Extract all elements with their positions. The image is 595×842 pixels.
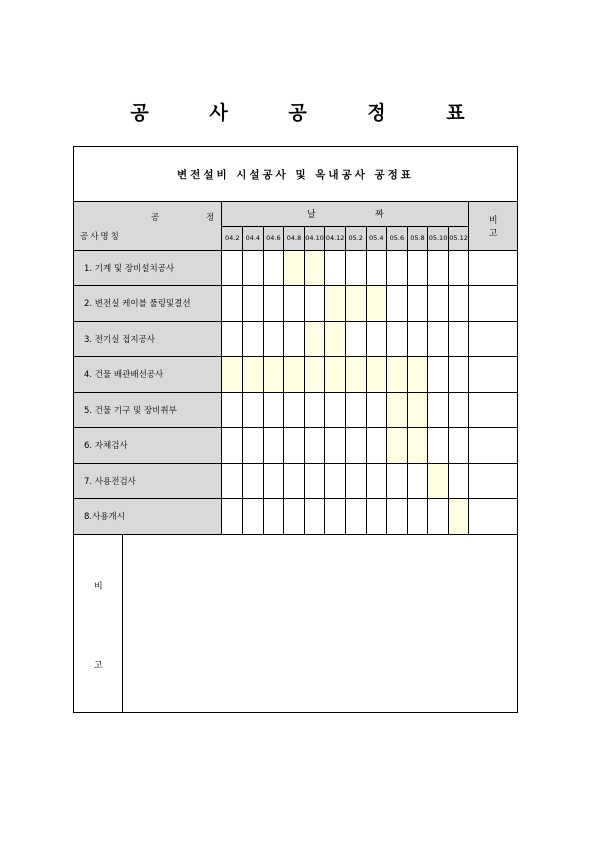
schedule-cell-active bbox=[345, 357, 366, 393]
task-remarks-cell bbox=[469, 357, 517, 393]
schedule-subtitle: 변전설비 시설공사 및 옥내공사 공정표 bbox=[74, 147, 517, 202]
task-remarks-cell bbox=[469, 392, 517, 428]
schedule-cell bbox=[387, 321, 408, 357]
schedule-cell bbox=[448, 463, 469, 499]
schedule-cell bbox=[366, 392, 387, 428]
schedule-cell bbox=[448, 392, 469, 428]
schedule-cell bbox=[366, 499, 387, 535]
schedule-cell-active bbox=[345, 286, 366, 322]
schedule-cell bbox=[407, 321, 428, 357]
schedule-cell bbox=[428, 286, 449, 322]
schedule-cell bbox=[284, 499, 305, 535]
schedule-cell-active bbox=[222, 357, 243, 393]
schedule-cell-active bbox=[263, 357, 284, 393]
month-header-cell: 05.12 bbox=[448, 226, 469, 250]
task-remarks-cell bbox=[469, 499, 517, 535]
schedule-cell-active bbox=[284, 357, 305, 393]
schedule-cell bbox=[263, 250, 284, 286]
month-header-cell: 05.4 bbox=[366, 226, 387, 250]
schedule-cell bbox=[448, 286, 469, 322]
schedule-cell bbox=[243, 499, 264, 535]
diagonal-line bbox=[74, 202, 222, 250]
month-header-cell: 05.10 bbox=[428, 226, 449, 250]
schedule-cell-active bbox=[407, 428, 428, 464]
schedule-cell bbox=[284, 428, 305, 464]
schedule-cell bbox=[325, 428, 346, 464]
header-row-top bbox=[74, 202, 517, 226]
task-remarks-cell bbox=[469, 321, 517, 357]
task-row bbox=[74, 463, 517, 499]
task-row bbox=[74, 286, 517, 322]
schedule-cell bbox=[263, 321, 284, 357]
schedule-cell bbox=[345, 499, 366, 535]
schedule-cell bbox=[222, 286, 243, 322]
schedule-cell bbox=[387, 286, 408, 322]
remarks-label-2: 고 bbox=[94, 661, 103, 671]
task-row bbox=[74, 250, 517, 286]
task-name-cell: 5. 건물 기구 및 장비취부 bbox=[74, 392, 222, 428]
schedule-cell bbox=[366, 463, 387, 499]
schedule-cell-active bbox=[428, 463, 449, 499]
date-label-2: 짜 bbox=[375, 210, 384, 221]
task-name-cell: 1. 기계 및 장비설치공사 bbox=[74, 250, 222, 286]
task-row bbox=[74, 392, 517, 428]
schedule-cell bbox=[407, 250, 428, 286]
task-remarks-cell bbox=[469, 428, 517, 464]
schedule-cell bbox=[407, 463, 428, 499]
schedule-cell bbox=[345, 392, 366, 428]
schedule-cell bbox=[448, 321, 469, 357]
task-row bbox=[74, 499, 517, 535]
schedule-cell bbox=[304, 286, 325, 322]
month-header-cell: 05.6 bbox=[387, 226, 408, 250]
schedule-cell bbox=[325, 499, 346, 535]
task-row bbox=[74, 357, 517, 393]
task-name-cell: 4. 건물 배관배선공사 bbox=[74, 357, 222, 393]
schedule-table bbox=[74, 202, 517, 535]
schedule-cell bbox=[428, 250, 449, 286]
schedule-cell bbox=[243, 321, 264, 357]
month-header-cell: 04.6 bbox=[263, 226, 284, 250]
schedule-cell bbox=[284, 392, 305, 428]
schedule-cell bbox=[428, 321, 449, 357]
schedule-cell bbox=[407, 499, 428, 535]
schedule-cell-active bbox=[448, 499, 469, 535]
task-remarks-cell bbox=[469, 286, 517, 322]
month-header-cell: 04.2 bbox=[222, 226, 243, 250]
schedule-cell bbox=[387, 250, 408, 286]
schedule-cell bbox=[366, 428, 387, 464]
schedule-cell-active bbox=[325, 357, 346, 393]
schedule-cell-active bbox=[387, 428, 408, 464]
schedule-cell bbox=[345, 250, 366, 286]
schedule-cell bbox=[263, 428, 284, 464]
schedule-cell-active bbox=[284, 250, 305, 286]
schedule-cell bbox=[222, 499, 243, 535]
process-label-1: 공 bbox=[151, 213, 161, 223]
schedule-cell-active bbox=[304, 321, 325, 357]
schedule-cell-active bbox=[387, 392, 408, 428]
schedule-cell bbox=[304, 463, 325, 499]
schedule-cell bbox=[263, 392, 284, 428]
task-row bbox=[74, 321, 517, 357]
schedule-cell bbox=[407, 286, 428, 322]
schedule-cell-active bbox=[387, 357, 408, 393]
schedule-cell bbox=[263, 286, 284, 322]
task-row bbox=[74, 428, 517, 464]
month-header-cell: 04.4 bbox=[243, 226, 264, 250]
schedule-cell bbox=[222, 428, 243, 464]
document-title: 공 사 공 정 표 bbox=[130, 102, 492, 124]
schedule-cell bbox=[345, 321, 366, 357]
schedule-cell bbox=[428, 428, 449, 464]
schedule-cell bbox=[284, 286, 305, 322]
schedule-cell bbox=[284, 321, 305, 357]
schedule-cell bbox=[243, 286, 264, 322]
remarks-label-cell bbox=[74, 534, 123, 712]
task-name-cell: 3. 전기실 접지공사 bbox=[74, 321, 222, 357]
schedule-cell bbox=[366, 321, 387, 357]
header-remarks-cell: 비고 bbox=[469, 202, 517, 250]
schedule-cell bbox=[304, 499, 325, 535]
schedule-cell-active bbox=[366, 357, 387, 393]
schedule-cell bbox=[263, 463, 284, 499]
schedule-cell bbox=[284, 463, 305, 499]
schedule-cell bbox=[345, 428, 366, 464]
task-name-cell: 7. 사용전검사 bbox=[74, 463, 222, 499]
process-label-2: 정 bbox=[206, 213, 215, 223]
schedule-cell bbox=[428, 357, 449, 393]
schedule-cell bbox=[325, 250, 346, 286]
schedule-cell bbox=[222, 463, 243, 499]
task-remarks-cell bbox=[469, 463, 517, 499]
schedule-cell bbox=[448, 428, 469, 464]
date-label-1: 날 bbox=[307, 210, 316, 221]
schedule-cell bbox=[222, 250, 243, 286]
schedule-cell bbox=[243, 428, 264, 464]
month-header-cell: 04.8 bbox=[284, 226, 305, 250]
header-date-cell bbox=[222, 202, 469, 226]
month-header-cell: 04.10 bbox=[304, 226, 325, 250]
schedule-cell bbox=[428, 499, 449, 535]
schedule-cell bbox=[243, 463, 264, 499]
schedule-cell bbox=[325, 463, 346, 499]
month-header-cell: 05.8 bbox=[407, 226, 428, 250]
remarks-label-1: 비 bbox=[94, 582, 103, 592]
schedule-cell bbox=[428, 392, 449, 428]
schedule-cell-active bbox=[243, 357, 264, 393]
schedule-cell bbox=[448, 250, 469, 286]
schedule-cell-active bbox=[407, 392, 428, 428]
schedule-cell bbox=[243, 392, 264, 428]
schedule-cell bbox=[304, 392, 325, 428]
schedule-cell bbox=[387, 499, 408, 535]
schedule-cell bbox=[345, 463, 366, 499]
schedule-cell bbox=[304, 428, 325, 464]
schedule-cell-active bbox=[304, 357, 325, 393]
schedule-cell-active bbox=[366, 286, 387, 322]
schedule-cell-active bbox=[407, 357, 428, 393]
schedule-frame bbox=[73, 146, 518, 713]
schedule-cell bbox=[387, 463, 408, 499]
schedule-cell-active bbox=[304, 250, 325, 286]
task-name-cell: 6. 자체검사 bbox=[74, 428, 222, 464]
schedule-cell bbox=[222, 392, 243, 428]
schedule-cell bbox=[325, 392, 346, 428]
project-name-label: 공사명칭 bbox=[80, 232, 121, 242]
schedule-cell-active bbox=[325, 321, 346, 357]
schedule-cell bbox=[263, 499, 284, 535]
schedule-cell bbox=[366, 250, 387, 286]
task-remarks-cell bbox=[469, 250, 517, 286]
month-header-cell: 05.2 bbox=[345, 226, 366, 250]
task-name-cell: 2. 변전실 케이블 풀링및결선 bbox=[74, 286, 222, 322]
schedule-cell bbox=[243, 250, 264, 286]
remarks-content-area bbox=[123, 534, 517, 712]
schedule-cell bbox=[448, 357, 469, 393]
month-header-cell: 04.12 bbox=[325, 226, 346, 250]
schedule-cell bbox=[222, 321, 243, 357]
header-process-name-cell bbox=[74, 202, 222, 250]
task-name-cell: 8.사용개시 bbox=[74, 499, 222, 535]
schedule-cell-active bbox=[325, 286, 346, 322]
